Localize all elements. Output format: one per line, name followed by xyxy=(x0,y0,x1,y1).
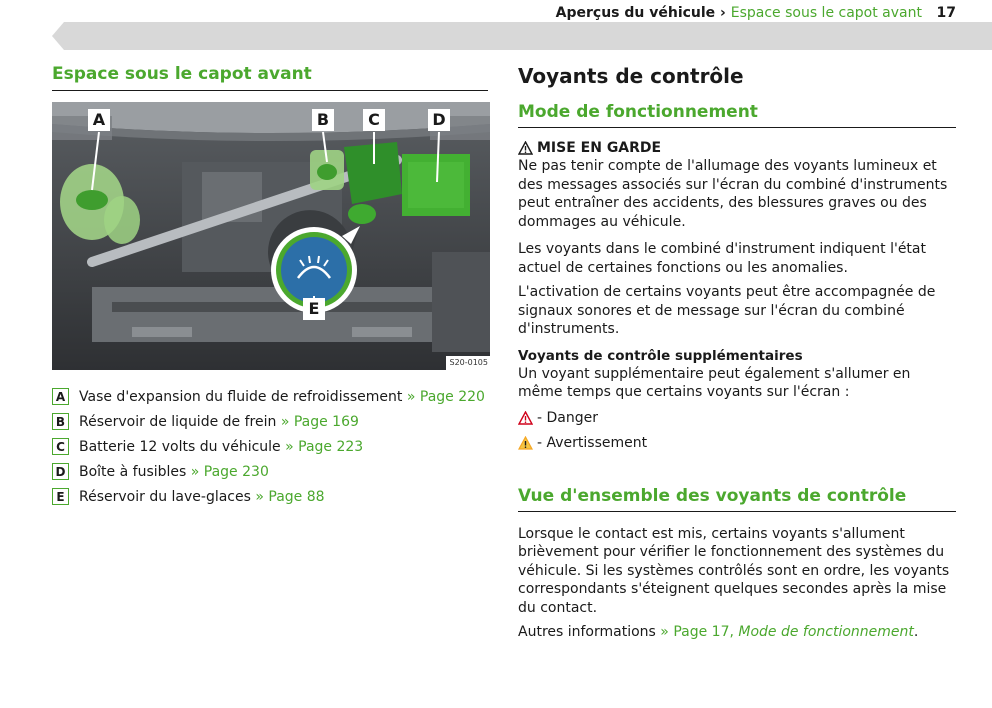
danger-label: - Danger xyxy=(537,409,598,426)
warning-title: MISE EN GARDE xyxy=(537,140,662,156)
right-column xyxy=(518,64,956,642)
figure-code: S20-0105 xyxy=(449,358,488,367)
callout-A: A xyxy=(88,109,110,131)
callout-C: C xyxy=(363,109,385,131)
legend-item xyxy=(52,409,488,434)
running-header xyxy=(52,22,992,50)
danger-triangle-icon xyxy=(518,411,533,425)
legend-text: Batterie 12 volts du véhicule xyxy=(79,438,281,455)
danger-row xyxy=(518,409,956,427)
header-subsection: Espace sous le capot avant xyxy=(730,5,922,21)
page-link[interactable]: » Page 230 xyxy=(190,463,269,480)
legend-text: Boîte à fusibles xyxy=(79,463,187,480)
warning-triangle-icon xyxy=(518,141,533,155)
page-link[interactable]: » Page 220 xyxy=(406,388,485,405)
page-link[interactable]: » Page 17, xyxy=(660,624,739,640)
page-link[interactable]: » Page 223 xyxy=(285,438,364,455)
warning-row xyxy=(518,434,956,452)
paragraph: L'activation de certains voyants peut être accompagnée de signaux sonores et de message sur l'écran du combiné d'instruments. xyxy=(518,284,936,337)
legend-key: B xyxy=(52,413,69,430)
more-info xyxy=(518,623,956,642)
paragraph: Les voyants dans le combiné d'instrument indiquent l'état actuel de certaines fonctions ou les anomalies. xyxy=(518,241,926,276)
legend-key: E xyxy=(52,488,69,505)
figure-legend xyxy=(52,384,488,509)
page-link[interactable]: » Page 88 xyxy=(255,488,325,505)
left-section-title: Espace sous le capot avant xyxy=(52,64,488,91)
section-heading-mode: Mode de fonctionnement xyxy=(518,102,956,128)
page-link[interactable]: » Page 169 xyxy=(280,413,359,430)
header-breadcrumb xyxy=(556,5,922,21)
page-number: 17 xyxy=(936,5,956,21)
legend-key: C xyxy=(52,438,69,455)
legend-item xyxy=(52,434,488,459)
legend-item xyxy=(52,384,488,409)
caution-triangle-icon xyxy=(518,436,533,450)
paragraph: Lorsque le contact est mis, certains voyants s'allument brièvement pour vérifier le fonctionnement des systèmes du véhicule. Si les systèmes contrôlés sont en ordre, les voyants correspondants s'éteignent quelques secondes après la mise du contact. xyxy=(518,525,950,616)
warning-text: Ne pas tenir compte de l'allumage des voyants lumineux et des messages associés sur l'écran du combiné d'instruments peut entraîner des accidents, des blessures graves ou des dommages au véhicule. xyxy=(518,158,948,230)
legend-item xyxy=(52,459,488,484)
engine-bay-illustration xyxy=(52,102,490,370)
more-info-prefix: Autres informations xyxy=(518,624,661,640)
more-info-suffix: . xyxy=(913,624,919,640)
header-section: Aperçus du véhicule xyxy=(555,5,716,21)
legend-key: A xyxy=(52,388,69,405)
section-heading-overview: Vue d'ensemble des voyants de contrôle xyxy=(518,486,956,512)
legend-text: Réservoir du lave-glaces xyxy=(79,488,251,505)
callout-E: E xyxy=(303,298,325,320)
legend-item xyxy=(52,484,488,509)
callout-D: D xyxy=(428,109,450,131)
page-link-title[interactable]: Mode de fonctionnement xyxy=(738,624,914,640)
engine-bay-figure xyxy=(52,102,490,370)
legend-text: Vase d'expansion du fluide de refroidissement xyxy=(79,388,403,405)
warning-label: - Avertissement xyxy=(537,434,648,451)
header-separator: › xyxy=(715,5,731,21)
legend-text: Réservoir de liquide de frein xyxy=(79,413,277,430)
page-title: Voyants de contrôle xyxy=(518,64,744,88)
subheading: Voyants de contrôle supplémentaires xyxy=(518,347,803,364)
paragraph: Un voyant supplémentaire peut également s'allumer en même temps que certains voyants sur l'écran : xyxy=(518,365,911,400)
callout-B: B xyxy=(312,109,334,131)
legend-key: D xyxy=(52,463,69,480)
warning-heading xyxy=(518,139,956,157)
